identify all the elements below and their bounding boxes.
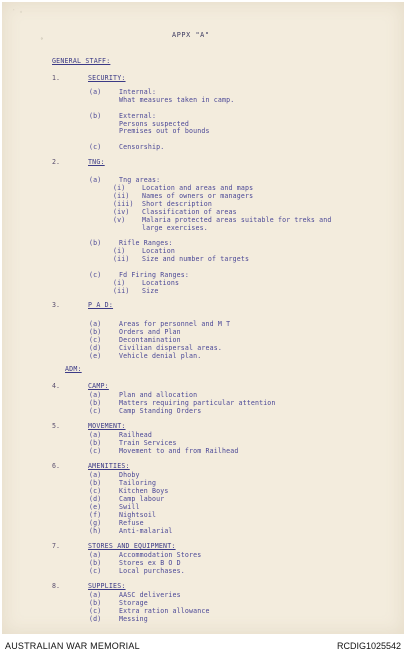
subitem-text: Size xyxy=(142,287,159,295)
section-number: 3. xyxy=(52,301,60,309)
subitem-label: (iv) xyxy=(113,208,130,216)
item-label: (c) xyxy=(89,407,102,415)
section-heading: AMENITIES: xyxy=(88,462,130,470)
section-heading: P A D: xyxy=(88,301,114,309)
item-label: (b) xyxy=(89,328,102,336)
section-heading: MOVEMENT: xyxy=(88,422,126,430)
section-heading: SECURITY: xyxy=(88,74,126,82)
item-text: Censorship. xyxy=(119,143,165,151)
paper-mark: ° xyxy=(40,37,44,44)
subitem-text: Short description xyxy=(142,200,213,208)
item-text: AASC deliveries xyxy=(119,591,181,599)
item-text: Refuse xyxy=(119,519,144,527)
item-label: (b) xyxy=(89,439,102,447)
item-label: (e) xyxy=(89,503,102,511)
item-label: (b) xyxy=(89,399,102,407)
item-text: Storage xyxy=(119,599,148,607)
item-label: (c) xyxy=(89,336,102,344)
item-text: Railhead xyxy=(119,431,152,439)
item-text: Anti-malarial xyxy=(119,527,173,535)
item-label: (c) xyxy=(89,447,102,455)
item-text: Accommodation Stores xyxy=(119,551,202,559)
item-text: Plan and allocation xyxy=(119,391,198,399)
item-text: Messing xyxy=(119,615,148,623)
item-label: (f) xyxy=(89,511,102,519)
item-label: (d) xyxy=(89,344,102,352)
subitem-text: Classification of areas xyxy=(142,208,237,216)
section-number: 4. xyxy=(52,382,60,390)
item-text: Movement to and from Railhead xyxy=(119,447,239,455)
subitem-label: (ii) xyxy=(113,287,130,295)
footer-reference: RCDIG1025542 xyxy=(336,641,401,651)
section-heading: CAMP: xyxy=(88,382,109,390)
subitem-text: Location and areas and maps xyxy=(142,184,254,192)
item-label: (b) xyxy=(89,239,102,247)
section-heading: STORES AND EQUIPMENT: xyxy=(88,542,176,550)
item-label: (c) xyxy=(89,567,102,575)
item-label: (a) xyxy=(89,176,102,184)
item-text: Vehicle denial plan. xyxy=(119,352,202,360)
item-label: (a) xyxy=(89,320,102,328)
item-text: What measures taken in camp. xyxy=(119,95,235,104)
subitem-text: large exercises. xyxy=(142,223,208,232)
item-label: (g) xyxy=(89,519,102,527)
item-text: Premises out of bounds xyxy=(119,127,210,135)
paper-mark: ˙ ◦ xyxy=(12,9,23,16)
item-text: Dhoby xyxy=(119,471,140,479)
section-number: 1. xyxy=(52,74,60,82)
section-number: 2. xyxy=(52,158,60,166)
section-heading: TNG: xyxy=(88,158,105,166)
subitem-label: (i) xyxy=(113,247,126,255)
subitem-text: Size and number of targets xyxy=(142,255,250,263)
item-label: (a) xyxy=(89,551,102,559)
item-text: Train Services xyxy=(119,439,177,447)
item-text: Fd Firing Ranges: xyxy=(119,271,190,279)
item-text: Kitchen Boys xyxy=(119,487,169,495)
subitem-text: Location xyxy=(142,247,175,255)
item-text: Persons suspected xyxy=(119,119,190,128)
item-text: Rifle Ranges: xyxy=(119,239,173,247)
general-staff-heading: GENERAL STAFF: xyxy=(52,57,111,65)
item-text: Nightsoil xyxy=(119,511,157,519)
item-label: (h) xyxy=(89,527,102,535)
item-label: (b) xyxy=(89,599,102,607)
item-text: Orders and Plan xyxy=(119,328,181,336)
item-label: (c) xyxy=(89,487,102,495)
item-text: Areas for personnel and M T xyxy=(119,320,231,328)
item-text: Civilian dispersal areas. xyxy=(119,344,222,352)
section-number: 7. xyxy=(52,542,60,550)
item-label: (c) xyxy=(89,271,102,279)
subitem-label: (ii) xyxy=(113,255,130,263)
item-label: (a) xyxy=(89,591,102,599)
item-label: (b) xyxy=(89,559,102,567)
document-title: APPX "A" xyxy=(172,31,210,39)
item-label: (a) xyxy=(89,88,102,96)
subitem-label: (i) xyxy=(113,184,126,192)
item-text: Matters requiring particular attention xyxy=(119,399,276,407)
item-label: (b) xyxy=(89,112,102,120)
item-label: (c) xyxy=(89,607,102,615)
item-label: (b) xyxy=(89,479,102,487)
item-text: Stores ex B O D xyxy=(119,559,181,567)
section-number: 6. xyxy=(52,462,60,470)
section-heading: SUPPLIES: xyxy=(88,582,126,590)
subitem-text: Locations xyxy=(142,279,180,287)
adm-heading: ADM: xyxy=(65,365,82,373)
item-text: Extra ration allowance xyxy=(119,607,210,615)
section-number: 5. xyxy=(52,422,60,430)
subitem-label: (i) xyxy=(113,279,126,287)
item-text: Camp Standing Orders xyxy=(119,407,202,415)
item-text: Tng areas: xyxy=(119,176,161,184)
subitem-label: (iii) xyxy=(113,200,134,208)
item-text: External: xyxy=(119,112,157,120)
item-text: Decontamination xyxy=(119,336,181,344)
document-page xyxy=(2,2,404,634)
item-label: (e) xyxy=(89,352,102,360)
item-label: (d) xyxy=(89,615,102,623)
item-label: (a) xyxy=(89,391,102,399)
item-label: (d) xyxy=(89,495,102,503)
archive-footer xyxy=(0,637,406,654)
item-label: (a) xyxy=(89,431,102,439)
subitem-label: (v) xyxy=(113,216,126,224)
item-label: (a) xyxy=(89,471,102,479)
footer-institution: AUSTRALIAN WAR MEMORIAL xyxy=(5,641,140,651)
item-text: Local purchases. xyxy=(119,567,185,575)
item-text: Swill xyxy=(119,503,140,511)
section-number: 8. xyxy=(52,582,60,590)
subitem-label: (ii) xyxy=(113,192,130,200)
item-text: Tailoring xyxy=(119,479,157,487)
item-text: Internal: xyxy=(119,88,157,96)
item-text: Camp labour xyxy=(119,495,165,503)
subitem-text: Names of owners or managers xyxy=(142,192,254,200)
subitem-text: Malaria protected areas suitable for treks and xyxy=(142,216,332,224)
item-label: (c) xyxy=(89,143,102,151)
